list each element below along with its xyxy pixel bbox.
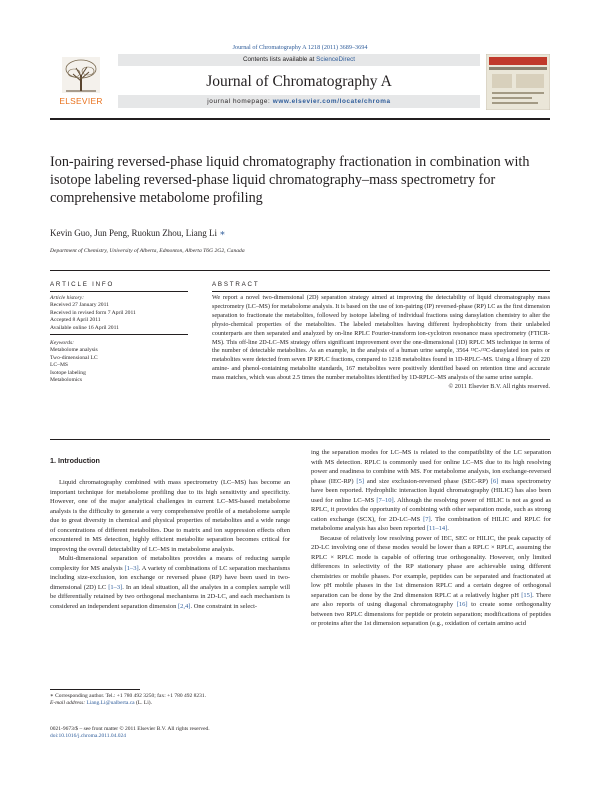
footnote xyxy=(50,693,290,708)
abstract-divider xyxy=(50,439,550,440)
header-divider xyxy=(50,118,550,120)
homepage-link[interactable]: www.elsevier.com/locate/chroma xyxy=(272,98,391,105)
citation-link[interactable]: [1–3] xyxy=(108,583,123,591)
affiliation: Department of Chemistry, University of Alberta, Edmonton, Alberta T6G 2G2, Canada xyxy=(50,248,245,254)
article-title: Ion-pairing reversed-phase liquid chromatography fractionation in combination with isotope labeling reversed-phase liquid chromatography–mass spectrometry for comprehensive metabolome profiling xyxy=(50,154,530,206)
abstract-label-rule xyxy=(212,291,550,292)
journal-homepage xyxy=(118,95,480,108)
history-label: Article history: xyxy=(50,295,85,301)
email-link[interactable]: Liang.Li@ualberta.ca xyxy=(86,700,135,707)
journal-title: Journal of Chromatography A xyxy=(206,73,392,90)
footnote-rule xyxy=(50,689,140,690)
keyword-item: Two-dimensional LC xyxy=(50,354,98,361)
email-line: E-mail address: Liang.Li@ualberta.ca (L. Li). xyxy=(50,700,153,707)
journal-cover-image[interactable] xyxy=(486,54,550,110)
elsevier-wordmark: ELSEVIER xyxy=(59,96,103,106)
sciencedirect-link[interactable]: ScienceDirect xyxy=(316,56,355,63)
corresponding-author-mark[interactable]: ∗ xyxy=(219,228,226,238)
contents-line xyxy=(118,54,480,66)
citation-link[interactable]: [7] xyxy=(423,515,431,523)
corresponding-author-note: ∗ Corresponding author. Tel.: +1 780 492 3250; fax: +1 780 492 8231. xyxy=(50,693,206,699)
doi-link[interactable]: doi:10.1016/j.chroma.2011.04.024 xyxy=(50,733,127,740)
abstract-body xyxy=(212,294,550,392)
intro-paragraph-2-continued: ing the separation modes for LC–MS is related to the compatibility of the LC separation with MS detection. RPLC is commonly used for online LC–MS due to its high resolving power and readiness to combine with MS. For metabolome analysis, ion exchange-reversed phase (IEC-RP) [5] and size exclusion-reversed phase (SEC-RP) [6] mass spectrometry have been reported. Hydrophilic interaction liquid chromatography (HILIC) has also been used for online LC–MS [7–10]. Although the resolving power of HILIC is not as good as RPLC, it provides the opportunity of combining with other separation mode, such as strong cation exchange (SCX), for 2D-LC–MS [7]. The combination of HILIC and RPLC for metabolome analysis has also been reported [11–14]. xyxy=(311,449,552,532)
issn-doi-block xyxy=(50,726,350,741)
keywords xyxy=(50,340,188,384)
history-online: Available online 16 April 2011 xyxy=(50,324,119,331)
body-column-right xyxy=(311,448,551,629)
body-column-left xyxy=(50,478,290,611)
article-history xyxy=(50,295,188,332)
history-revised: Received in revised form 7 April 2011 xyxy=(50,309,136,316)
doi-line xyxy=(50,733,350,740)
contents-prefix: Contents lists available at xyxy=(242,56,317,63)
author-names: Kevin Guo, Jun Peng, Ruokun Zhou, Liang Li xyxy=(50,228,217,238)
homepage-prefix: journal homepage: xyxy=(207,98,273,105)
article-info-label: ARTICLE INFO xyxy=(50,281,115,288)
citation-link[interactable]: [16] xyxy=(456,601,468,608)
section-heading-introduction: 1. Introduction xyxy=(50,456,100,465)
journal-banner xyxy=(118,54,480,110)
intro-paragraph-2: Multi-dimensional separation of metabolites provides a means of reducing sample complexity for MS analysis [1–3]. A variety of combinations of LC separation mechanisms including size-exclusion, ion exchange or reversed phase (RP) have been used in two-dimensional (2D) LC [1–3]. In an ideal situation, all the analytes in a complex sample will be differentially retained by two orthogonal mechanisms in 2D-LC, and each mechanism is considered an independent separation dimension [2,4]. One constraint in select- xyxy=(50,555,290,610)
front-matter-divider xyxy=(50,270,550,271)
citation-link[interactable]: [6] xyxy=(490,477,499,485)
intro-paragraph-1: Liquid chromatography combined with mass spectrometry (LC–MS) has become an important technique for metabolome profiling due to its high sensitivity and specificity. However, one of the major analytical challenges in current LC–MS-based metabolome analysis is the difficulty to generate a very comprehensive profile of a metabolome sample due to great diversity in chemical and physical properties of metabolites and a wide range of concentrations of different metabolites. Due to matrix and ion suppression effects often encountered in MS detection, highly efficient metabolite separation becomes critical for improving the overall detectability of LC–MS in metabolome analysis. xyxy=(50,479,290,553)
history-received: Received 27 January 2011 xyxy=(50,302,109,309)
citation-link[interactable]: [2,4] xyxy=(177,602,191,610)
citation-link[interactable]: [11–14] xyxy=(426,525,448,532)
citation-link[interactable]: [15] xyxy=(521,591,533,599)
elsevier-logo[interactable] xyxy=(50,54,112,110)
citation-link[interactable]: [5] xyxy=(356,477,364,485)
intro-paragraph-3: Because of relatively low resolving power of IEC, SEC or HILIC, the peak capacity of 2D-LC involving one of these modes would be lower than a RPLC × RPLC, assuming the RPLC × RPLC mode is capable of offering true orthogonality. However, only limited differences in selectivity of the RP stationary phase are achievable using different chemistries or mobile phases. For example, peptides can be separated and fractionated at low pH mobile phases in the 1st dimension RPLC and a certain degree of orthogonal separation can be done by the 2nd dimension RPLC at a relatively higher pH [15]. There are also reports of using diagonal chromatography [16] to create some orthogonality between two RPLC dimensions for peptide or protein separation; modifications of peptides or proteins after the 1st dimension separation (e.g., oxidation of certain amino acid xyxy=(311,534,552,627)
abstract-copyright: © 2011 Elsevier B.V. All rights reserved. xyxy=(448,383,550,391)
keyword-item: Metabolome analysis xyxy=(50,347,98,354)
journal-header xyxy=(50,54,550,110)
journal-citation[interactable]: Journal of Chromatography A 1218 (2011) 3689–3694 xyxy=(232,44,368,51)
citation-link[interactable]: [1–3] xyxy=(124,564,139,572)
issn-line: 0021-9673/$ – see front matter © 2011 Elsevier B.V. All rights reserved. xyxy=(50,726,210,732)
history-accepted: Accepted 8 April 2011 xyxy=(50,317,101,324)
info-label-rule xyxy=(50,291,188,292)
keyword-item: LC–MS xyxy=(50,362,69,369)
keyword-item: Isotope labeling xyxy=(50,369,86,376)
citation-link[interactable]: [7–10] xyxy=(376,496,394,504)
author-list xyxy=(50,228,225,239)
elsevier-tree-icon xyxy=(62,57,100,93)
abstract-label: ABSTRACT xyxy=(212,281,260,288)
keywords-label: Keywords: xyxy=(50,340,75,346)
abstract-paragraph: We report a novel two-dimensional (2D) separation strategy aimed at improving the detectability of liquid chromatography mass spectrometry (LC–MS) for metabolome analysis. It is based on the use of ion-pairing (IP) reversed-phase (RP) LC as the first dimension separation to fractionate the metabolites, followed by isotope labeling of individual fractions using dansylation chemistry to alter the physio-chemical properties of the metabolites. The labeled metabolites having different hydrophobicity from their unlabeled counterparts are then separated and analyzed by on-line RPLC Fourier-transform ion-cyclotron resonance mass spectrometry (FTICR-MS). This off-line 2D-LC–MS strategy offers significant improvement over the one-dimensional (1D) RPLC MS technique in terms of the number of detectable metabolites. As an example, in the analysis of a human urine sample, 3564 ¹³C-/¹²C-dansylated ion pairs or metabolites were detected from seven IP RPLC fractions, compared to 1218 metabolites found in 1D-RPLC–MS. Using a library of 220 amine- and phenol-containing metabolite standards, 167 metabolites were positively identified based on retention time and accurate mass matches, which was about 2.5 times the number metabolites identified by 1D-RPLC–MS analysis of the same urine sample. xyxy=(212,294,551,382)
info-divider xyxy=(50,334,188,335)
keyword-item: Metabolomics xyxy=(50,377,83,384)
